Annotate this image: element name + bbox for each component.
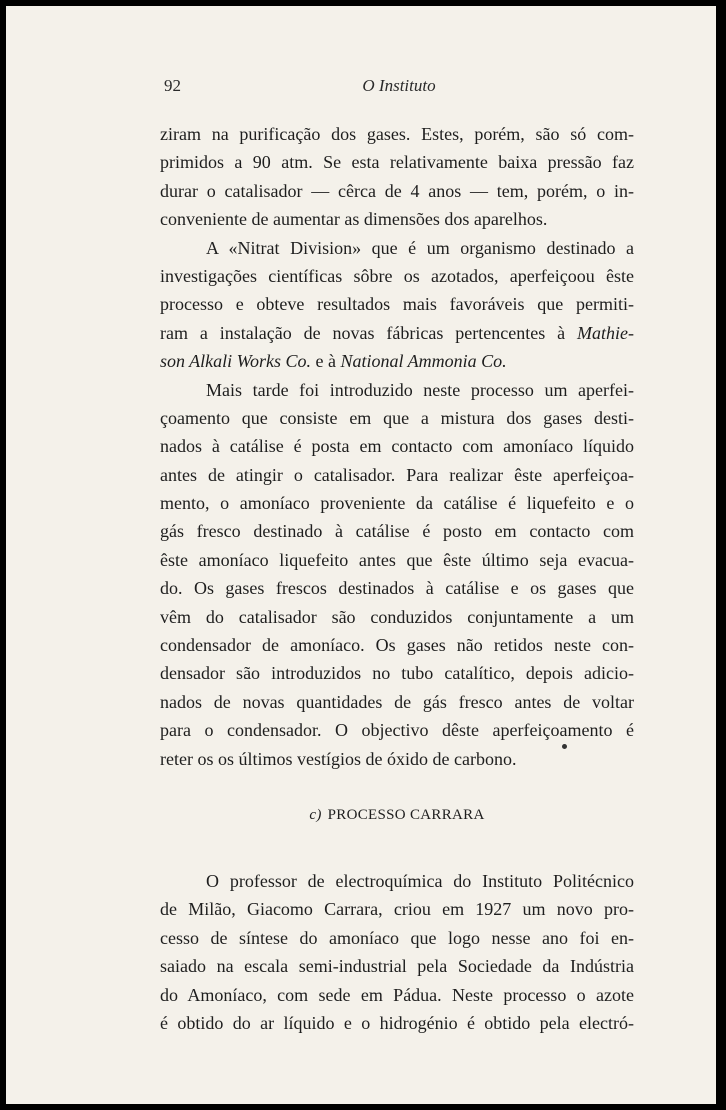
text-line: densador são introduzidos no tubo catalítico, depois adicio- bbox=[160, 663, 634, 684]
text-line: durar o catalisador — cêrca de 4 anos — tem, porém, o in- bbox=[160, 180, 634, 201]
text-line: O professor de electroquímica do Instituto Politécnico bbox=[206, 870, 634, 891]
text-line: êste amoníaco liquefeito antes que êste último seja evacua- bbox=[160, 549, 634, 570]
text-line: condensador de amoníaco. Os gases não retidos neste con- bbox=[160, 635, 634, 656]
text-line-with-italic: ram a instalação de novas fábricas pertencentes à Mathie- bbox=[160, 322, 634, 343]
text-line: çoamento que consiste em que a mistura dos gases desti- bbox=[160, 407, 634, 428]
text-line: cesso de síntese do amoníaco que logo nesse ano foi en- bbox=[160, 927, 634, 948]
paragraph-3 bbox=[160, 376, 634, 773]
section-title: PROCESSO CARRARA bbox=[327, 806, 485, 823]
text-line: reter os os últimos vestígios de óxido de carbono. bbox=[160, 748, 517, 769]
text-line: nados à catálise é posta em contacto com amoníaco líquido bbox=[160, 436, 634, 457]
paragraph-2 bbox=[160, 234, 634, 376]
paragraph-1 bbox=[160, 120, 634, 234]
text-line: processo e obteve resultados mais favoráveis que permiti- bbox=[160, 294, 634, 315]
text-line: ziram na purificação dos gases. Estes, porém, são só com- bbox=[160, 124, 634, 144]
text-line: nados de novas quantidades de gás fresco antes de voltar bbox=[160, 691, 634, 712]
text-line: primidos a 90 atm. Se esta relativamente baixa pressão faz bbox=[160, 152, 634, 173]
text-line: saiado na escala semi-industrial pela Sociedade da Indústria bbox=[160, 956, 634, 977]
text-line: para o condensador. O objectivo dêste aperfeiçoamento é bbox=[160, 720, 634, 741]
italic-company-name: Mathie- bbox=[577, 322, 634, 343]
text-line-with-italic: son Alkali Works Co. e à National Ammonia Co. bbox=[160, 351, 507, 372]
text-line: A «Nitrat Division» que é um organismo destinado a bbox=[206, 237, 634, 258]
text-line: gás fresco destinado à catálise é posto em contacto com bbox=[160, 521, 634, 542]
running-title: O Instituto bbox=[362, 76, 436, 95]
italic-company-name: National Ammonia Co. bbox=[340, 351, 507, 372]
text-line: é obtido do ar líquido e o hidrogénio é obtido pela electró- bbox=[160, 1012, 634, 1033]
section-paragraph bbox=[160, 867, 634, 1037]
text-line: do Amoníaco, com sede em Pádua. Neste processo o azote bbox=[160, 984, 634, 1005]
text-line: do. Os gases frescos destinados à catálise e os gases que bbox=[160, 578, 634, 599]
text-line: mento, o amoníaco proveniente da catálise é liquefeito e o bbox=[160, 493, 634, 514]
body-text bbox=[160, 120, 634, 1037]
text-line: antes de atingir o catalisador. Para realizar êste aperfeiçoa- bbox=[160, 464, 634, 485]
text-line: Mais tarde foi introduzido neste processo um aperfei- bbox=[206, 379, 634, 400]
page-number: 92 bbox=[164, 76, 181, 95]
text-line: de Milão, Giacomo Carrara, criou em 1927 um novo pro- bbox=[160, 899, 634, 920]
section-marker: c) bbox=[309, 806, 322, 823]
text-line: vêm do catalisador são conduzidos conjuntamente a um bbox=[160, 606, 634, 627]
document-page bbox=[6, 6, 716, 1104]
section-heading bbox=[160, 801, 634, 829]
text-line: investigações científicas sôbre os azotados, aperfeiçoou êste bbox=[160, 265, 634, 286]
italic-company-name: son Alkali Works Co. bbox=[160, 351, 312, 372]
page-header bbox=[164, 76, 634, 98]
text-line: conveniente de aumentar as dimensões dos aparelhos. bbox=[160, 209, 548, 230]
print-speck bbox=[562, 744, 567, 749]
